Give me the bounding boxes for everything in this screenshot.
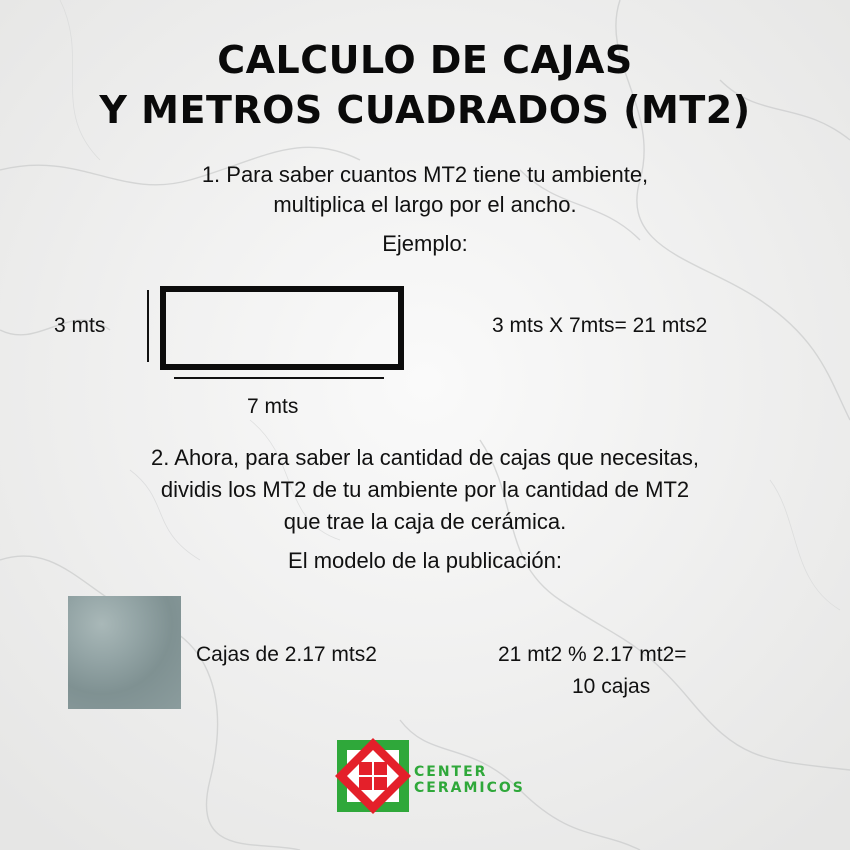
- height-label: 3 mts: [54, 314, 106, 337]
- tile-sample-image: [68, 596, 181, 709]
- step1-text-line-2: multiplica el largo por el ancho.: [273, 192, 577, 217]
- example-label: Ejemplo:: [382, 231, 468, 256]
- boxes-result: 10 cajas: [572, 675, 651, 698]
- page-title-line-2: Y METROS CUADRADOS (MT2): [99, 88, 751, 132]
- box-size-label: Cajas de 2.17 mts2: [196, 643, 377, 666]
- step2-text-line-2: dividis los MT2 de tu ambiente por la cantidad de MT2: [160, 477, 690, 502]
- step1-text-line-1: 1. Para saber cuantos MT2 tiene tu ambiente,: [201, 162, 649, 187]
- page-title-line-1: CALCULO DE CAJAS: [217, 38, 633, 82]
- width-dimension-line: [174, 377, 384, 379]
- height-dimension-line: [147, 290, 149, 362]
- brand-name-line-2: CERAMICOS: [414, 780, 525, 796]
- room-rectangle: [160, 286, 404, 370]
- brand-name-line-1: CENTER: [414, 764, 488, 780]
- center-ceramicos-logo-icon: [333, 736, 413, 816]
- area-formula: 3 mts X 7mts= 21 mts2: [492, 314, 708, 337]
- boxes-calculation: 21 mt2 % 2.17 mt2=: [498, 643, 687, 666]
- width-label: 7 mts: [247, 395, 299, 418]
- step2-text-line-1: 2. Ahora, para saber la cantidad de cajas que necesitas,: [151, 445, 699, 470]
- step2-text-line-3: que trae la caja de cerámica.: [283, 509, 567, 534]
- model-label: El modelo de la publicación:: [288, 548, 562, 573]
